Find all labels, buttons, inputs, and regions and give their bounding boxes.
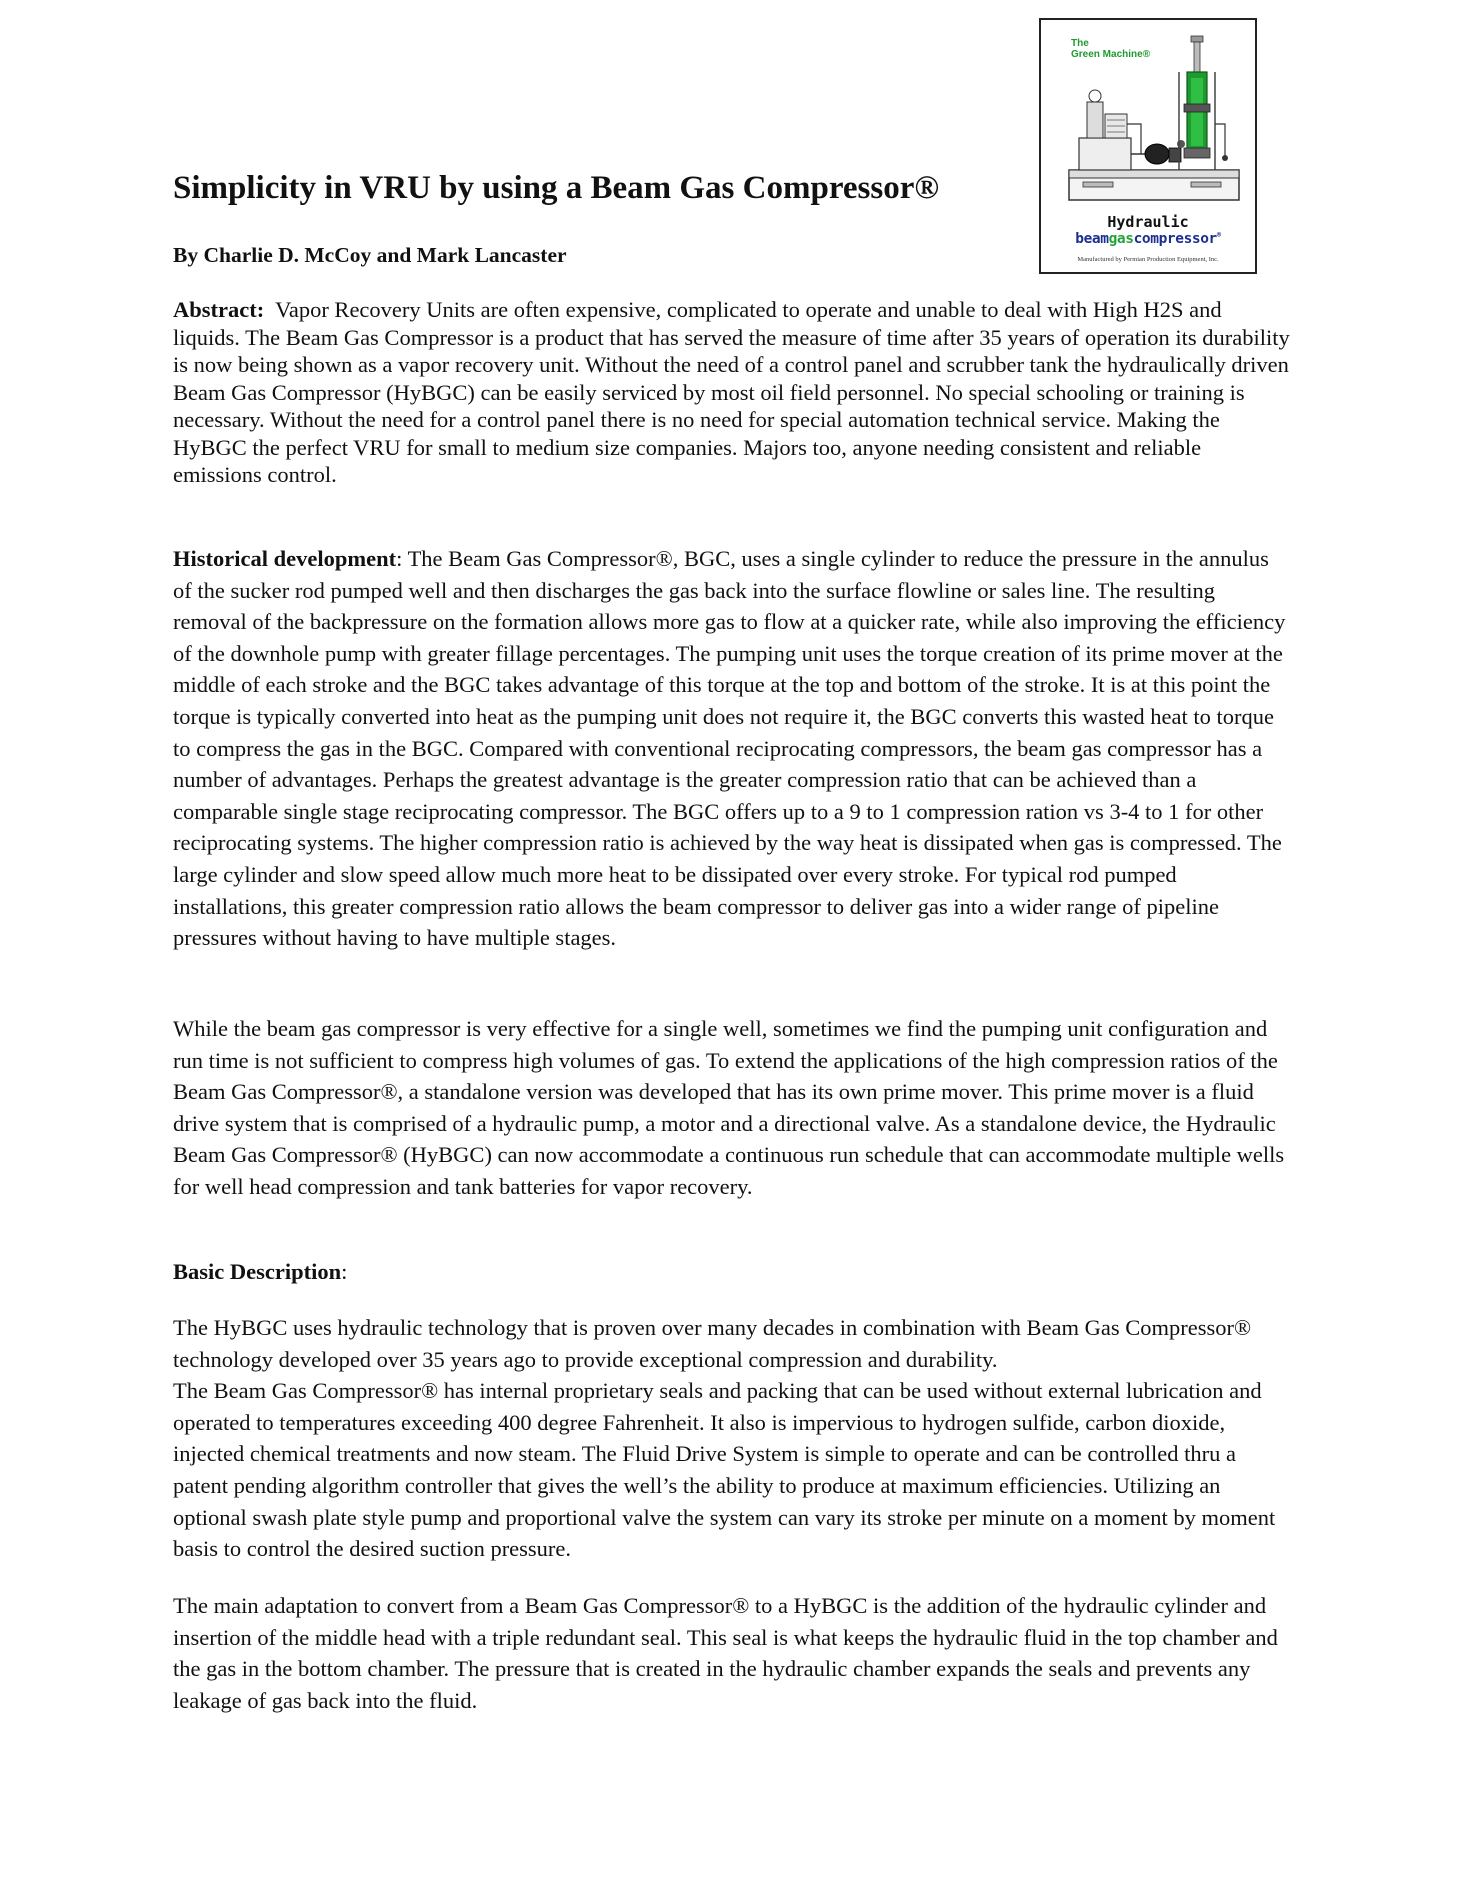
adaptation-paragraph: The main adaptation to convert from a Beam Gas Compressor® to a HyBGC is the addition of the hydraulic cylinder and insertion of the middle head with a triple redundant seal. This seal is what keeps the hydraulic fluid in the top chamber and the gas in the bottom chamber. The pressure that is created in the hydraulic chamber expands the seals and prevents any leakage of gas back into the fluid. bbox=[173, 1593, 1278, 1713]
logo-word-left: beam bbox=[1075, 231, 1109, 247]
logo-word-mark: ® bbox=[1216, 231, 1221, 240]
historical-label: Historical development bbox=[173, 546, 397, 571]
logo-manufacturer: Manufactured by Permian Production Equipment, Inc. bbox=[1077, 256, 1219, 263]
logo-word-right: compressor bbox=[1133, 231, 1217, 247]
hybgc-text-1: The HyBGC uses hydraulic technology that is proven over many decades in combination with Beam Gas Compressor® technology developed over 35 years ago to provide exceptional compression and durability. bbox=[173, 1315, 1252, 1372]
byline: By Charlie D. McCoy and Mark Lancaster bbox=[173, 243, 567, 267]
logo-word-mid: gas bbox=[1108, 231, 1134, 247]
logo-wordmark bbox=[1041, 231, 1255, 247]
historical-paragraph bbox=[173, 543, 1293, 954]
document-title: Simplicity in VRU by using a Beam Gas Compressor® bbox=[173, 170, 940, 206]
logo-hydraulic-label: Hydraulic bbox=[1107, 213, 1189, 231]
logo-brand-line1: The bbox=[1071, 38, 1089, 49]
hybgc-text-2: The Beam Gas Compressor® has internal proprietary seals and packing that can be used without external lubrication and operated to temperatures exceeding 400 degree Fahrenheit. It also is impervious to hydrogen sulfide, carbon dioxide, injected chemical treatments and now steam. The Fluid Drive System is simple to operate and can be controlled thru a patent pending algorithm controller that gives the well’s the ability to produce at maximum efficiencies. Utilizing an optional swash plate style pump and proportional valve the system can vary its stroke per minute on a moment by moment basis to control the desired suction pressure. bbox=[173, 1378, 1276, 1562]
standalone-paragraph: While the beam gas compressor is very effective for a single well, sometimes we find the pumping unit configuration and run time is not sufficient to compress high volumes of gas. To extend the applications of the high compression ratios of the Beam Gas Compressor®, a standalone version was developed that has its own prime mover. This prime mover is a fluid drive system that is comprised of a hydraulic pump, a motor and a directional valve. As a standalone device, the Hydraulic Beam Gas Compressor® (HyBGC) can now accommodate a continuous run schedule that can accommodate multiple wells for well head compression and tank batteries for vapor recovery. bbox=[173, 1016, 1285, 1199]
abstract-text: Vapor Recovery Units are often expensive, complicated to operate and unable to deal with High H2S and liquids. The Beam Gas Compressor is a product that has served the measure of time after 35 years of operation its durability is now being shown as a vapor recovery unit. Without the need of a control panel and scrubber tank the hydraulically driven Beam Gas Compressor (HyBGC) can be easily serviced by most oil field personnel. No special schooling or training is necessary. Without the need for a control panel there is no need for special automation technical service. Making the HyBGC the perfect VRU for small to medium size companies. Majors too, anyone needing consistent and reliable emissions control. bbox=[173, 297, 1290, 487]
basic-label: Basic Description bbox=[173, 1259, 342, 1284]
logo-brand-line2: Green Machine® bbox=[1071, 49, 1151, 60]
basic-suffix: : bbox=[341, 1259, 348, 1284]
historical-text: : The Beam Gas Compressor®, BGC, uses a single cylinder to reduce the pressure in the annulus of the sucker rod pumped well and then discharges the gas back into the surface flowline or sales line. The resulting removal of the backpressure on the formation allows more gas to flow at a quicker rate, while also improving the efficiency of the downhole pump with greater fillage percentages. The pumping unit uses the torque creation of its prime mover at the middle of each stroke and the BGC takes advantage of this torque at the top and bottom of the stroke. It is at this point the torque is typically converted into heat as the pumping unit does not require it, the BGC converts this wasted heat to torque to compress the gas in the BGC. Compared with conventional reciprocating compressors, the beam gas compressor has a number of advantages. Perhaps the greatest advantage is the greater compression ratio that can be achieved than a comparable single stage reciprocating compressor. The BGC offers up to a 9 to 1 compression ration vs 3-4 to 1 for other reciprocating systems. The higher compression ratio is achieved by the way heat is dissipated when gas is compressed. The large cylinder and slow speed allow much more heat to be dissipated over every stroke. For typical rod pumped installations, this greater compression ratio allows the beam compressor to deliver gas into a wider range of pipeline pressures without having to have multiple stages. bbox=[173, 546, 1286, 951]
hybgc-paragraph bbox=[173, 1312, 1293, 1565]
abstract-paragraph bbox=[173, 296, 1293, 489]
product-logo bbox=[1039, 18, 1257, 274]
abstract-label: Abstract: bbox=[173, 297, 265, 322]
basic-description-heading bbox=[173, 1256, 1293, 1288]
